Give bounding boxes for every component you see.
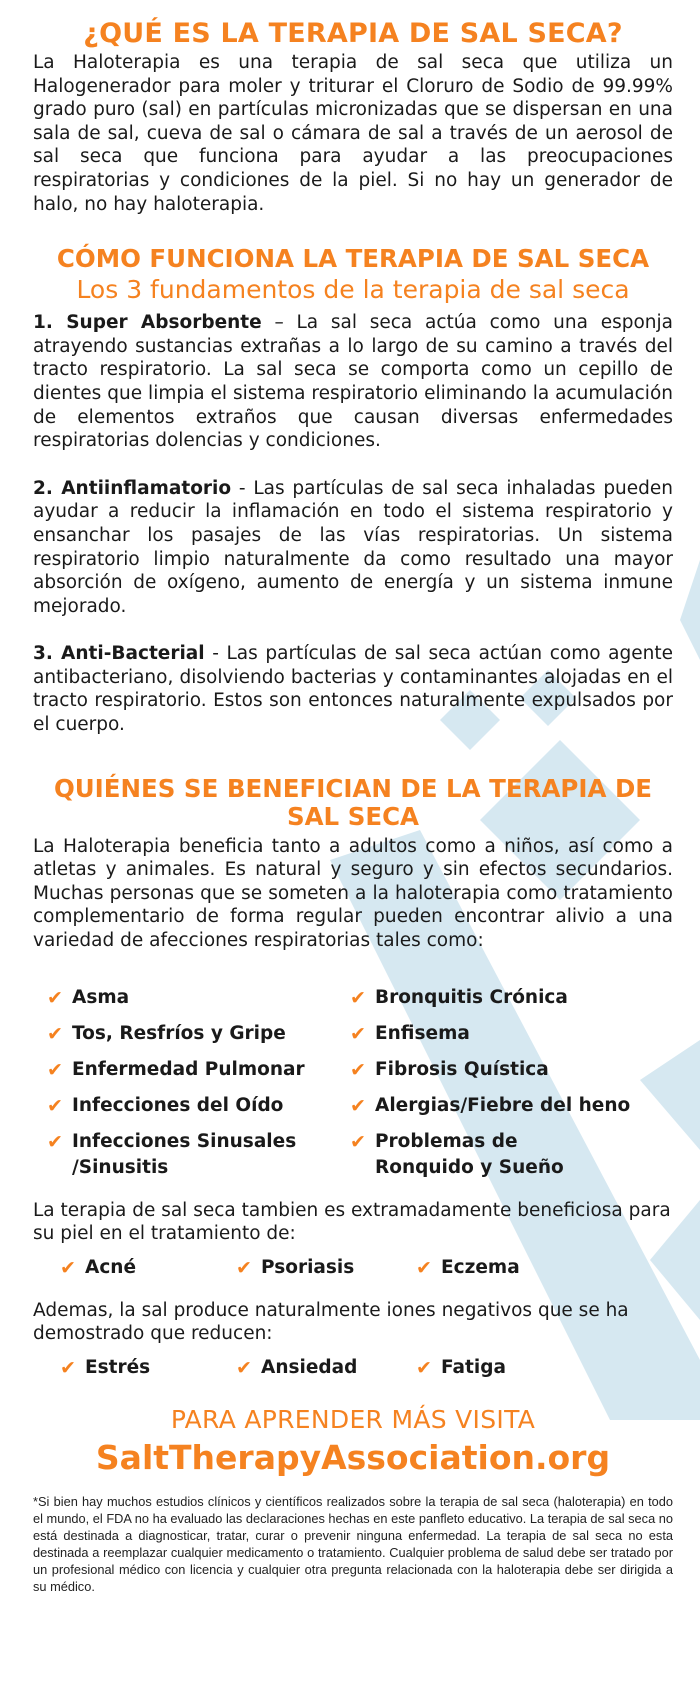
list-item: ✔ Enfermedad Pulmonar [47,1058,305,1081]
check-icon: ✔ [47,986,63,1009]
conditions-list [33,985,673,1181]
list-item: ✔ Alergias/Fiebre del heno [350,1094,631,1117]
list-item: ✔ Bronquitis Crónica [350,986,568,1009]
check-icon: ✔ [350,1094,366,1117]
check-icon: ✔ [47,1094,63,1117]
list-item: ✔ Eczema [416,1256,520,1279]
check-icon: ✔ [416,1256,432,1279]
point-label: 2. Antiinflamatorio [33,477,232,499]
who-benefits-title: QUIÉNES SE BENEFICIAN DE LA TERAPIA DE SAL SECA [53,773,653,831]
list-item: ✔ Asma [47,986,130,1009]
point-anti-inflammatory: 2. Antiinflamatorio - Las partículas de sal seca inhaladas pueden ayudar a reducir la inflamación en todo el sistema respiratorio y ensanchar los pasajes de las vías respiratorias. Un sistema respiratorio limpio naturalmente da como resultado una mayor absorción de oxígeno, aumento de energía y un sistema inmune mejorado. [33,477,674,617]
how-works-subtitle: Los 3 fundamentos de la terapia de sal seca [76,275,630,305]
point-text: Las partículas de sal seca inhaladas pueden ayudar a reducir la inflamación en todo el sistema respiratorio y ensanchar los pasajes de las vías respiratorias. Un sistema respiratorio limpio naturalmente da como resultado una mayor absorción de oxígeno, aumento de energía y un sistema inmune mejorado. [33,477,674,617]
list-item: ✔ Fibrosis Quística [350,1058,549,1081]
check-icon: ✔ [236,1256,252,1279]
list-item: ✔ Psoriasis [236,1256,355,1279]
skin-list [33,1255,673,1281]
website-link[interactable]: SaltTherapyAssociation.org [95,1438,611,1477]
ions-intro: Ademas, la sal produce naturalmente iones negativos que se ha demostrado que reducen: [33,1299,629,1345]
ions-list [33,1355,673,1381]
what-is-title: ¿QUÉ ES LA TERAPIA DE SAL SECA? [83,18,623,49]
check-icon: ✔ [47,1058,63,1081]
point-super-absorbent: 1. Super Absorbente – La sal seca actúa como una esponja atrayendo sustancias extrañas a lo largo de su camino a través del tracto respiratorio. La sal seca se comporta como un cepillo de dientes que limpia el sistema respiratorio eliminando la acumulación de elementos extraños que causan diversas enfermedades respiratorias dolencias y condiciones. [33,312,674,452]
point-text: Las partículas de sal seca actúan como agente antibacteriano, disolviendo bacterias y contaminantes alojadas en el tracto respiratorio. Estos son entonces naturalmente expulsados por el cuerpo. [33,643,673,736]
disclaimer-text: *Si bien hay muchos estudios clínicos y científicos realizados sobre la terapia de sal seca (haloterapia) en todo el mundo, el FDA no ha evaluado las declaraciones hechas en este panfleto educativo. La terapia de sal seca no está destinada a diagnosticar, tratar, curar o prevenir ninguna enfermedad. La terapia de sal seca no esta destinada a reemplazar cualquier medicamento o tratamiento. Cualquier problema de salud debe ser tratado por un profesional médico con licencia y cualquier otra pregunta relacionada con la haloterapia debe ser dirigida a su médico. [33,1494,673,1594]
skin-intro: La terapia de sal seca tambien es extramadamente beneficiosa para su piel en el tratamiento de: [33,1199,671,1245]
check-icon: ✔ [236,1357,252,1379]
list-item: ✔ Infecciones del Oído [47,1094,284,1117]
check-icon: ✔ [60,1256,76,1279]
who-benefits-body: La Haloterapia beneficia tanto a adultos como a niños, así como a atletas y animales. Es natural y seguro y sin efectos secundarios. Muchas personas que se someten a la haloterapia como tratamiento complementario de forma regular pueden encontrar alivio a una variedad de afecciones respiratorias tales como: [33,835,673,952]
check-icon: ✔ [47,1022,63,1045]
list-item: ✔ Fatiga [416,1357,506,1379]
cta-heading: PARA APRENDER MÁS VISITA [170,1405,536,1434]
point-label: 3. Anti-Bacterial [33,643,205,665]
how-works-title: CÓMO FUNCIONA LA TERAPIA DE SAL SECA [56,244,650,274]
check-icon: ✔ [416,1357,432,1379]
what-is-body: La Haloterapia es una terapia de sal seca que utiliza un Halogenerador para moler y triturar el Cloruro de Sodio de 99.99% grado puro (sal) en partículas micronizadas que se dispersan en una sala de sal, cueva de sal o cámara de sal a través de un aerosol de sal seca que funciona para ayudar a las preocupaciones respiratorias y condiciones de la piel. Si no hay un generador de halo, no hay haloterapia. [33,52,673,215]
list-item: ✔ Ansiedad [236,1357,358,1379]
list-item: ✔ Enfisema [350,1022,470,1045]
list-item: ✔ Infecciones Sinusales /Sinusitis [47,1130,297,1178]
check-icon: ✔ [350,1022,366,1045]
check-icon: ✔ [350,1058,366,1081]
point-anti-bacterial: 3. Anti-Bacterial - Las partículas de sal seca actúan como agente antibacteriano, disolviendo bacterias y contaminantes alojadas en el tracto respiratorio. Estos son entonces naturalmente expulsados por el cuerpo. [33,643,673,736]
list-item: ✔ Problemas de Ronquido y Sueño [350,1130,564,1178]
check-icon: ✔ [350,986,366,1009]
check-icon: ✔ [60,1357,76,1379]
list-item: ✔ Acné [60,1256,137,1279]
list-item: ✔ Estrés [60,1357,151,1379]
list-item: ✔ Tos, Resfríos y Gripe [47,1022,286,1045]
check-icon: ✔ [47,1130,63,1153]
point-text: La sal seca actúa como una esponja atrayendo sustancias extrañas a lo largo de su camino a través del tracto respiratorio. La sal seca se comporta como un cepillo de dientes que limpia el sistema respiratorio eliminando la acumulación de elementos extraños que causan diversas enfermedades respiratorias dolencias y condiciones. [33,312,674,452]
check-icon: ✔ [350,1130,366,1153]
point-label: 1. Super Absorbente [33,312,262,334]
